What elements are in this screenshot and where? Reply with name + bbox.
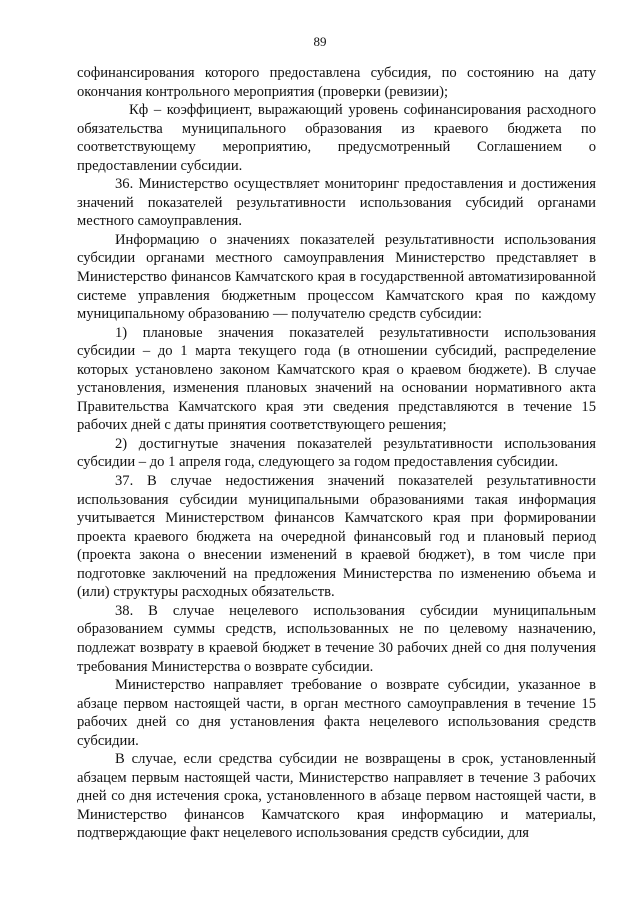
- paragraph: Информацию о значениях показателей результативности использования субсидии органами местного самоуправления Министерство представляет в Министерство финансов Камчатского края в государственной автоматизированной системе управления бюджетным процессом Камчатского края по каждому муниципальному образованию — получателю средств субсидии:: [77, 231, 596, 323]
- paragraph: софинансирования которого предоставлена субсидия, по состоянию на дату окончания контрольного мероприятия (проверки (ревизии);: [77, 65, 596, 100]
- paragraph: 38. В случае нецелевого использования субсидии муниципальным образованием суммы средств, использованных не по целевому назначению, подлежат возврату в краевой бюджет в течение 30 рабочих дней со дня получения требования Министерства о возврате субсидии.: [77, 602, 596, 675]
- paragraph: 37. В случае недостижения значений показателей результативности использования субсидии муниципальными образованиями такая информация учитывается Министерством финансов Камчатского края при формировании проекта краевого бюджета на очередной финансовый год и плановый период (проекта закона о внесении изменений в краевой бюджет), в том числе при подготовке заключений на предложения Министерства по изменению объема и (или) структуры расходных обязательств.: [77, 473, 596, 601]
- page-number: 89: [313, 34, 327, 49]
- paragraph: 36. Министерство осуществляет мониторинг предоставления и достижения значений показателей результативности использования субсидий органами местного самоуправления.: [77, 176, 596, 230]
- paragraph: 1) плановые значения показателей результативности использования субсидии – до 1 марта текущего года (в отношении субсидий, распределение которых установлено законом Камчатского края о краевом бюджете). В случае установления, изменения плановых значений на основании нормативного акта Правительства Камчатского края эти сведения представляются в течение 15 рабочих дней с даты принятия соответствующего решения;: [77, 324, 596, 434]
- paragraph: Министерство направляет требование о возврате субсидии, указанное в абзаце первом настоящей части, в орган местного самоуправления в течение 15 рабочих дней со дня установления факта нецелевого использования средств субсидии.: [77, 677, 596, 749]
- paragraph: В случае, если средства субсидии не возвращены в срок, установленный абзацем первым настоящей части, Министерство направляет в течение 3 рабочих дней со дня истечения срока, установленного в абзаце первом настоящей части, в Министерство финансов Камчатского края информацию и материалы, подтверждающие факт нецелевого использования средств субсидии, для: [77, 751, 596, 842]
- paragraph: Кф – коэффициент, выражающий уровень софинансирования расходного обязательства муниципального образования из краевого бюджета по соответствующему мероприятию, предусмотренный Соглашением о предоставлении субсидии.: [77, 102, 596, 174]
- paragraph: 2) достигнутые значения показателей результативности использования субсидии – до 1 апреля года, следующего за годом предоставления субсидии.: [77, 435, 596, 471]
- document-body: [77, 64, 596, 843]
